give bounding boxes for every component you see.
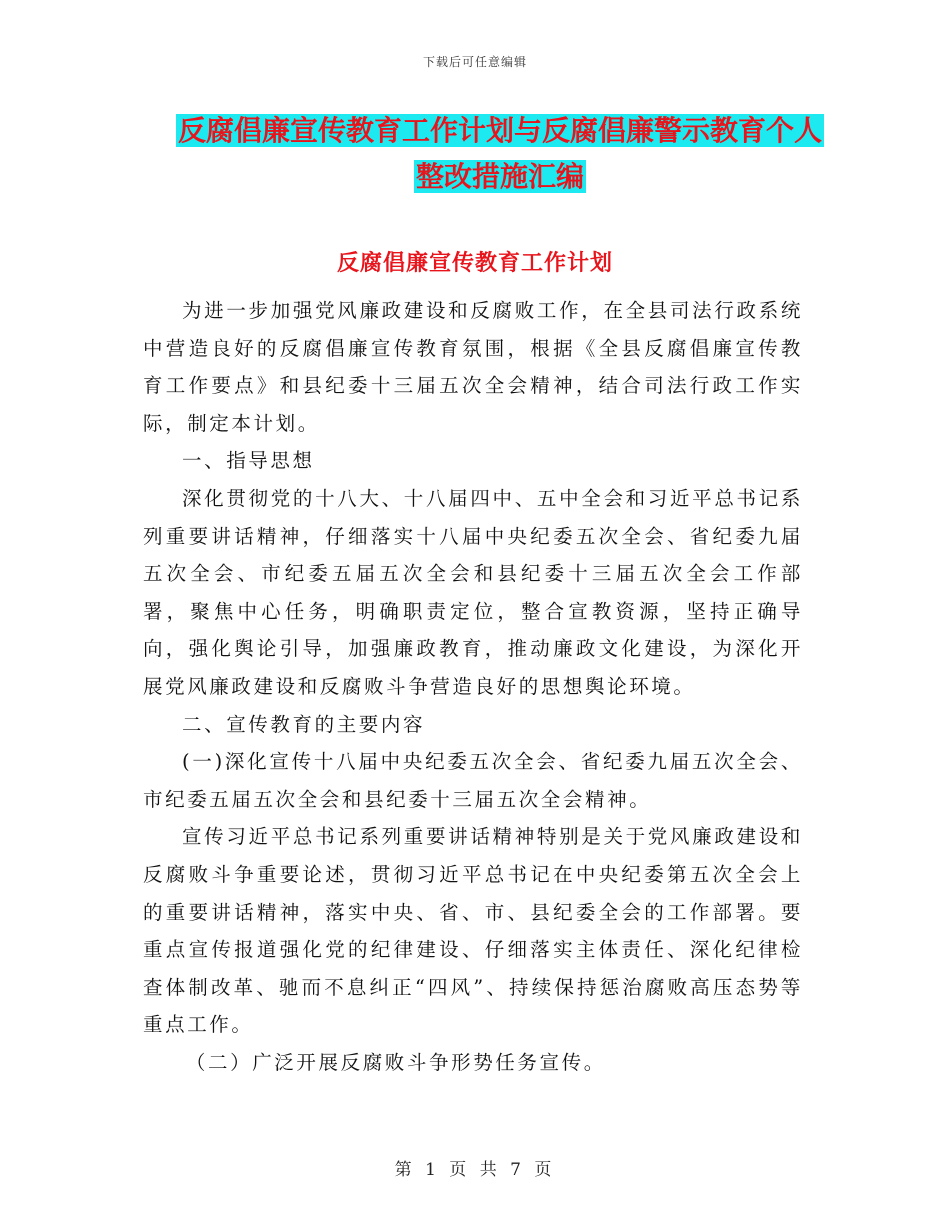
document-title-line-2: 整改措施汇编 — [415, 160, 584, 193]
document-title — [0, 108, 950, 200]
paragraph-item-1: (一)深化宣传十八届中央纪委五次全会、省纪委九届五次全会、市纪委五届五次全会和县纪委十三届五次全会精神。 — [143, 750, 803, 811]
heading-main-content: 二、宣传教育的主要内容 — [182, 712, 426, 736]
document-title-line-1: 反腐倡廉宣传教育工作计划与反腐倡廉警示教育个人 — [177, 114, 822, 147]
paragraph-item-2: （二）广泛开展反腐败斗争形势任务宣传。 — [185, 1050, 606, 1074]
heading-guiding-thought: 一、指导思想 — [182, 449, 315, 473]
section-title: 反腐倡廉宣传教育工作计划 — [336, 250, 613, 276]
paragraph-item-1-detail: 宣传习近平总书记系列重要讲话精神特别是关于党风廉政建设和反腐败斗争重要论述，贯彻习近平总书记在中央纪委第五次全会上的重要讲话精神，落实中央、省、市、县纪委全会的工作部署。要重点宣传报道强化党的纪律建设、仔细落实主体责任、深化纪律检查体制改革、驰而不息纠正“四风”、持续保持惩治腐败高压态势等重点工作。 — [143, 825, 803, 1037]
page-number: 第 1 页 共 7 页 — [394, 1160, 556, 1180]
header-note: 下载后可任意编辑 — [422, 55, 527, 69]
paragraph-guiding-thought: 深化贯彻党的十八大、十八届四中、五中全会和习近平总书记系列重要讲话精神，仔细落实十八届中央纪委五次全会、省纪委九届五次全会、市纪委五届五次全会和县纪委十三届五次全会工作部署，聚焦中心任务，明确职责定位，整合宣教资源，坚持正确导向，强化舆论引导，加强廉政教育，推动廉政文化建设，为深化开展党风廉政建设和反腐败斗争营造良好的思想舆论环境。 — [143, 486, 803, 698]
paragraph-intro: 为进一步加强党风廉政建设和反腐败工作，在全县司法行政系统中营造良好的反腐倡廉宣传教育氛围，根据《全县反腐倡廉宣传教育工作要点》和县纪委十三届五次全会精神，结合司法行政工作实际，制定本计划。 — [143, 299, 803, 435]
document-body — [143, 292, 803, 1081]
